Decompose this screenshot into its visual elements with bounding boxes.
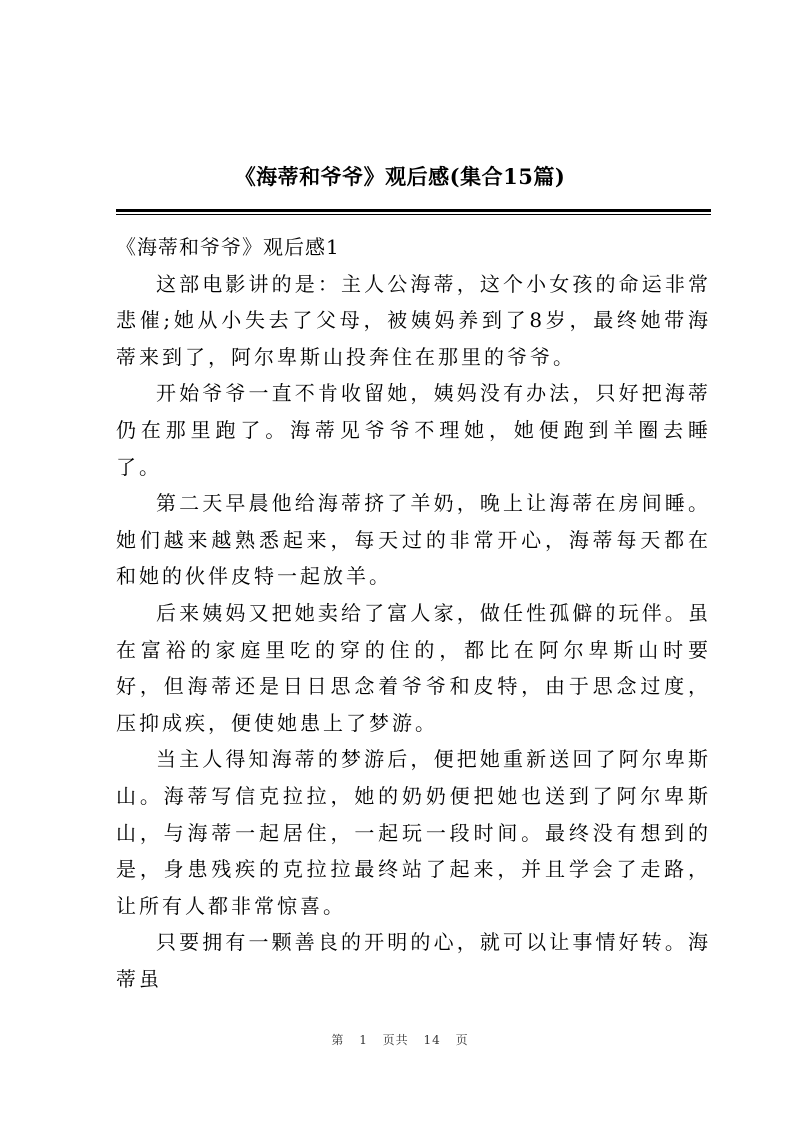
document-title: 《海蒂和爷爷》观后感(集合15篇) <box>234 164 566 189</box>
paragraph: 只要拥有一颗善良的开明的心，就可以让事情好转。海蒂虽 <box>116 930 711 991</box>
paragraph: 第二天早晨他给海蒂挤了羊奶，晚上让海蒂在房间睡。她们越来越熟悉起来，每天过的非常开心，海蒂每天都在和她的伙伴皮特一起放羊。 <box>116 491 711 589</box>
paragraph: 当主人得知海蒂的梦游后，便把她重新送回了阿尔卑斯山。海蒂写信克拉拉，她的奶奶便把她也送到了阿尔卑斯山，与海蒂一起居住，一起玩一段时间。最终没有想到的是，身患残疾的克拉拉最终站了起来，并且学会了走路，让所有人都非常惊喜。 <box>116 747 711 918</box>
title-divider-thin <box>116 214 711 215</box>
title-divider <box>116 209 711 212</box>
paragraph: 这部电影讲的是：主人公海蒂，这个小女孩的命运非常悲催;她从小失去了父母，被姨妈养到了8岁，最终她带海蒂来到了，阿尔卑斯山投奔住在那里的爷爷。 <box>116 271 711 369</box>
paragraph: 开始爷爷一直不肯收留她，姨妈没有办法，只好把海蒂仍在那里跑了。海蒂见爷爷不理她，她便跑到羊圈去睡了。 <box>116 381 711 479</box>
paragraph: 后来姨妈又把她卖给了富人家，做任性孤僻的玩伴。虽在富裕的家庭里吃的穿的住的，都比在阿尔卑斯山时要好，但海蒂还是日日思念着爷爷和皮特，由于思念过度，压抑成疾，便使她患上了梦游。 <box>116 600 711 735</box>
page-number-footer: 第 1 页共 14 页 <box>331 1033 469 1047</box>
section-heading: 《海蒂和爷爷》观后感1 <box>116 235 340 259</box>
document-body <box>116 229 711 997</box>
